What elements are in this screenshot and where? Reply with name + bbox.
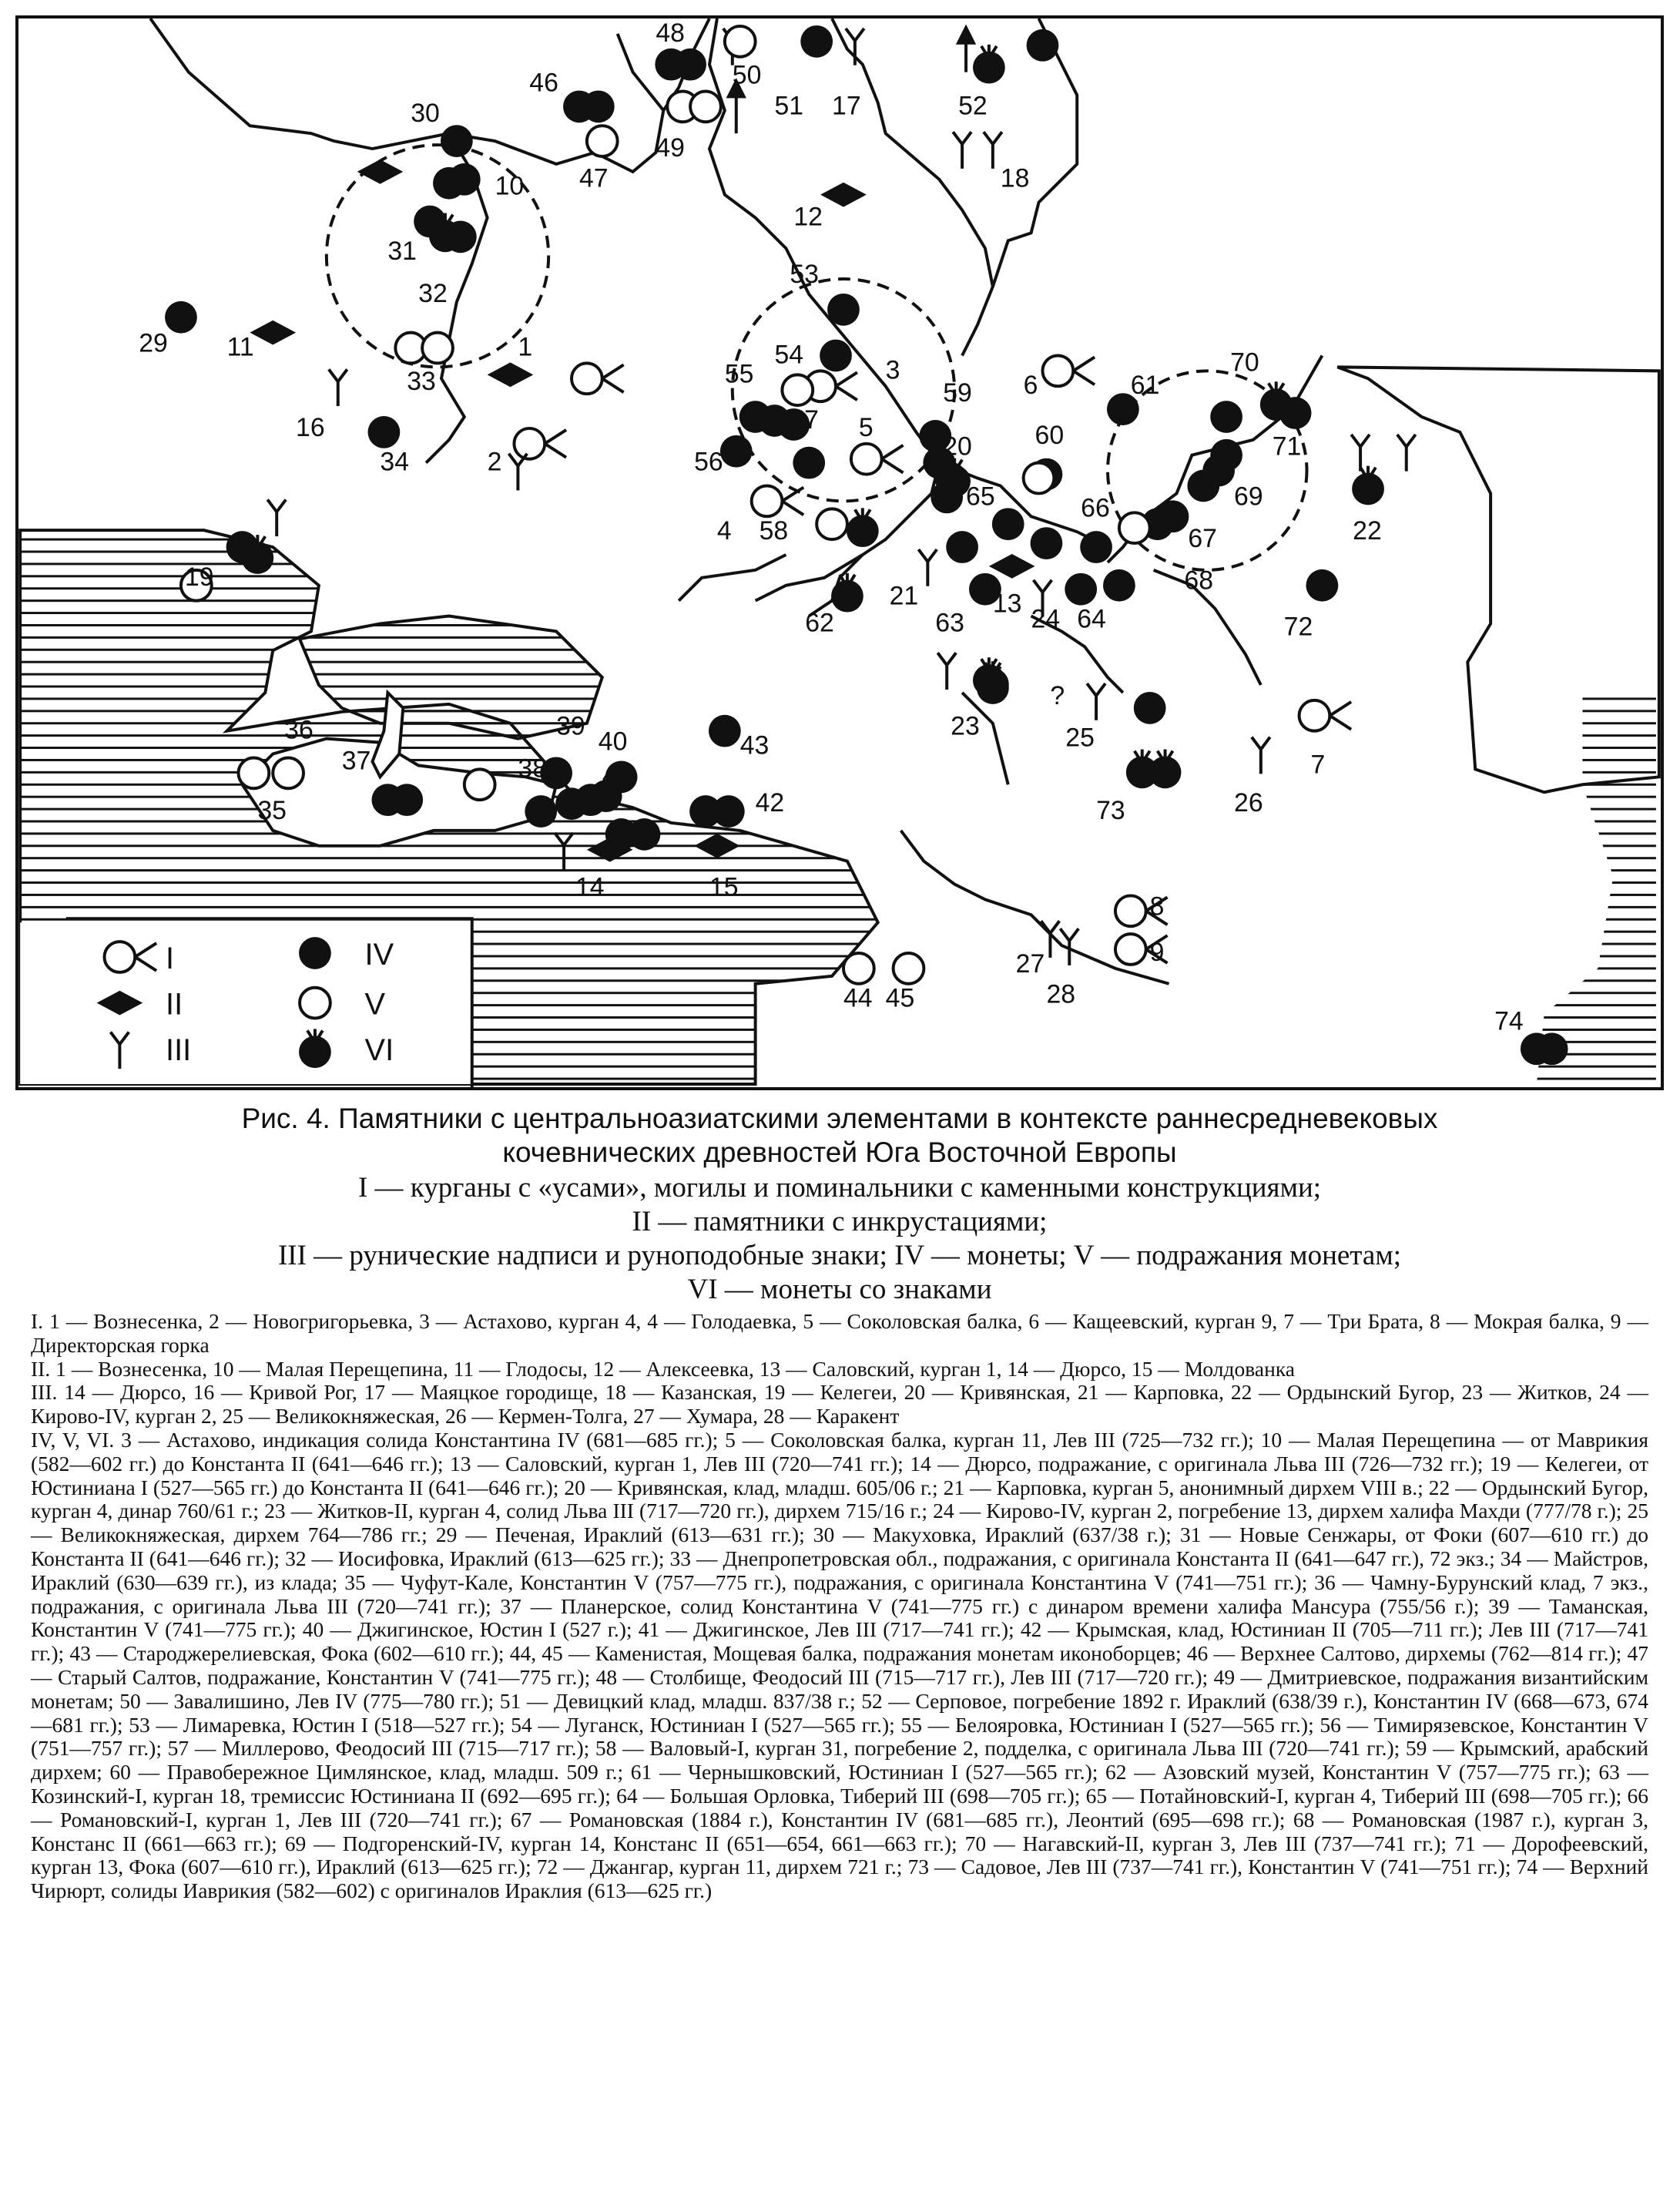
site-label-8: 8 <box>1149 891 1165 922</box>
site-label-47: 47 <box>578 163 609 193</box>
figure-title-line-2: кочевнических древностей Юга Восточной Европы <box>502 1136 1177 1168</box>
site-label-51: 51 <box>774 91 804 121</box>
site-label-66: 66 <box>1081 493 1110 523</box>
site-label-43: 43 <box>739 730 770 760</box>
legend-label-6: VI <box>364 1033 394 1068</box>
site-label-71: 71 <box>1272 431 1302 462</box>
site-label-62: 62 <box>805 608 834 638</box>
site-label-55: 55 <box>724 359 754 389</box>
site-label-1: 1 <box>518 332 533 362</box>
site-label-70: 70 <box>1230 347 1259 378</box>
site-label-42: 42 <box>755 788 785 818</box>
site-label-46: 46 <box>529 68 558 98</box>
site-label-33: 33 <box>407 367 436 397</box>
site-label-50: 50 <box>732 60 762 90</box>
catalog-section-III: III. 14 — Дюрсо, 16 — Кривой Рог, 17 — Маяцкое городище, 18 — Казанская, 19 — Келегеи, 20 — Кривянская, 21 — Карповка, 22 — Ордынский Бугор, 23 — Житков, 24 — Кирово-IV, курган 2, 25 — Великокняжеская, 26 — Кермен-Толга, 27 — Хумара, 28 — Каракент <box>31 1380 1648 1429</box>
site-label-26: 26 <box>1234 788 1263 818</box>
site-label-31: 31 <box>387 237 417 267</box>
legend-label-1: I <box>166 941 175 975</box>
site-label-2: 2 <box>487 447 502 477</box>
catalog-section-II: II. 1 — Вознесенка, 10 — Малая Перещепина, 11 — Глодосы, 12 — Алексеевка, 13 — Саловский, курган 1, 14 — Дюрсо, 15 — Молдованка <box>31 1356 1295 1381</box>
legend-label-5: V <box>364 987 386 1022</box>
site-label-7: 7 <box>1310 750 1326 780</box>
site-label-38: 38 <box>518 754 548 784</box>
site-label-19: 19 <box>184 562 214 592</box>
site-label-35: 35 <box>257 796 287 826</box>
caspian-sea <box>1337 367 1659 1084</box>
site-label-74: 74 <box>1494 1006 1524 1036</box>
site-label-5: 5 <box>858 412 874 442</box>
site-label-24: 24 <box>1031 604 1061 634</box>
site-label-41: 41 <box>602 761 632 791</box>
legend-line-1: I — курганы с «усами», могилы и поминальники с каменными конструкциями; <box>357 1172 1322 1204</box>
site-label-57: 57 <box>790 405 819 435</box>
site-label-28: 28 <box>1046 979 1076 1009</box>
site-label-52: 52 <box>958 91 988 121</box>
site-label-39: 39 <box>556 711 585 741</box>
site-label-72: 72 <box>1283 612 1313 642</box>
catalog-section-I: I. 1 — Вознесенка, 2 — Новогригорьевка, 3 — Астахово, курган 4, 4 — Голодаевка, 5 — Соколовская балка, 6 — Кащеевский, курган 9, 7 — Три Брата, 8 — Мокрая балка, 9 — Директорская горка <box>31 1309 1648 1357</box>
legend-label-4: IV <box>364 937 394 972</box>
site-label-32: 32 <box>418 278 448 308</box>
site-label-6: 6 <box>1023 371 1038 401</box>
site-label-13: 13 <box>992 589 1022 619</box>
site-label-68: 68 <box>1184 566 1214 596</box>
site-label-48: 48 <box>656 18 685 48</box>
map <box>18 18 1661 1087</box>
legend-description <box>31 1171 1648 1307</box>
site-label-25: 25 <box>1065 723 1095 753</box>
site-label-65: 65 <box>966 482 995 512</box>
site-label-9: 9 <box>1149 937 1165 967</box>
figure-title-line-1: Рис. 4. Памятники с центральноазиатскими элементами в контексте раннесредневековых <box>241 1103 1438 1134</box>
site-label-22: 22 <box>1353 516 1382 546</box>
site-label-40: 40 <box>598 727 628 757</box>
site-label-23: 23 <box>951 711 980 741</box>
map-frame <box>15 15 1664 1090</box>
legend-label-3: III <box>166 1033 192 1068</box>
figure-caption <box>31 1102 1648 1170</box>
site-label-4: 4 <box>716 516 732 546</box>
site-label-45: 45 <box>885 983 915 1013</box>
site-label-18: 18 <box>1000 163 1030 193</box>
legend-line-4: VI — монеты со знаками <box>687 1274 992 1305</box>
site-label-30: 30 <box>411 99 440 129</box>
site-label-3: 3 <box>885 355 900 385</box>
site-label-16: 16 <box>296 412 325 442</box>
site-label-15: 15 <box>709 872 739 902</box>
site-label-73: 73 <box>1096 796 1125 826</box>
site-label-17: 17 <box>832 91 861 121</box>
site-label-58: 58 <box>759 516 789 546</box>
site-label-11: 11 <box>226 332 254 362</box>
site-label-20: 20 <box>943 431 972 462</box>
site-label-36: 36 <box>284 715 314 745</box>
question-mark-label: ? <box>1050 680 1065 710</box>
legend-line-2: II — памятники с инкрустациями; <box>632 1206 1048 1237</box>
site-label-61: 61 <box>1130 371 1160 401</box>
site-label-37: 37 <box>341 746 371 776</box>
site-label-67: 67 <box>1188 524 1217 554</box>
legend-line-3: III — рунические надписи и руноподобные знаки; IV — монеты; V — подражания монетам; <box>277 1240 1402 1271</box>
site-label-12: 12 <box>793 202 823 232</box>
site-label-27: 27 <box>1015 948 1045 979</box>
site-label-14: 14 <box>575 872 605 902</box>
site-label-60: 60 <box>1034 420 1065 450</box>
catalog-section-IV-VI: IV, V, VI. 3 — Астахово, индикация солида Константина IV (681—685 гг.); 5 — Соколовская балка, курган 11, Лев III (725—732 гг.); 10 — Малая Перещепина — от Маврикия (582—602 гг.) до Константа II (641—646 гг.); 13 — Саловский, курган 1, Лев III (720—741 гг.); 14 — Дюрсо, подражание, с оригинала Льва III (726—732 гг.); 19 — Келегеи, от Юстиниана I (527—565 гг.) до Константа II (641—646 гг.); 20 — Кривянская, клад, младш. 605/06 г.; 21 — Карповка, курган 5, анонимный дирхем VIII в.; 22 — Ордынский Бугор, курган 4, динар 760/61 г.; 23 — Житков-II, курган 4, солид Льва III (717—720 гг.), дирхем 715/16 г.; 24 — Кирово-IV, курган 2, погребение 13, дирхем халифа Махди (777/78 г.); 25 — Великокняжеская, дирхем 764—786 гг.; 29 — Печеная, Ираклий (613—631 гг.); 30 — Макуховка, Ираклий (637/38 г.); 31 — Новые Сенжары, от Фоки (607—610 гг.) до Константа II (641—646 гг.); 32 — Иосифовка, Ираклий (613—625 гг.); 33 — Днепропетровская обл., подражания, с оригинала Константа II (641—647 гг.), 72 экз.; 34 — Майстров, Ираклий (630—639 гг.), из клада; 35 — Чуфут-Кале, Константин V (757—775 гг.), подражания, с оригинала Константина V (741—751 гг.); 36 — Чамну-Бурунский клад, 7 экз., подражания, с оригинала Льва III (720—741 гг.); 37 — Планерское, солид Константина V (741—775 гг.) с динаром времени халифа Мансура (755/56 г.); 39 — Таманская, Константин V (741—775 гг.); 40 — Джигинское, Юстин I (527 г.); 41 — Джигинское, Лев III (717—741 гг.); 42 — Крымская, клад, Юстиниан II (705—711 гг.); Лев III (717—741 гг.); 43 — Староджерелиевская, Фока (602—610 гг.); 44, 45 — Каменистая, Мощевая балка, подражания монетам иконоборцев; 46 — Верхнее Салтово, дирхемы (762—814 гг.); 47 — Старый Салтов, подражание, Константин V (741—775 гг.); 48 — Столбище, Феодосий III (715—717 гг.), Лев III (717—720 гг.); 49 — Дмитриевское, подражания византийским монетам; 50 — Завалишино, Лев IV (775—780 гг.); 51 — Девицкий клад, младш. 837/38 г.; 52 — Серповое, погребение 1892 г. Ираклий (638/39 г.), Константин IV (668—673, 674—681 гг.); 53 — Лимаревка, Юстин I (518—527 гг.); 54 — Луганск, Юстиниан I (527—565 гг.); 55 — Белояровка, Юстиниан I (527—565 гг.); 56 — Тимирязевское, Константин V (751—757 гг.); 57 — Миллерово, Феодосий III (715—717 гг.); 58 — Валовый-I, курган 31, погребение 2, подделка, с оригинала Льва III (720—741 гг.); 59 — Крымский, арабский дирхем; 60 — Правобережное Цимлянское, клад, младш. 509 г.; 61 — Чернышковский, Юстиниан I (527—565 гг.); 62 — Азовский музей, Константин V (757—775 гг.); 63 — Козинский-I, курган 18, тремиссис Юстиниана II (692—695 гг.); 64 — Большая Орловка, Тиберий III (698—705 гг.); 65 — Потайновский-I, курган 4, Тиберий III (698—705 гг.); 66 — Романовский-I, курган 1, Лев III (720—741 гг.); 67 — Романовская (1884 г.), Константин IV (681—685 гг.), Леонтий (695—698 гг.); 68 — Романовская (1987 г.), курган 3, Констанс II (661—663 гг.); 69 — Подгоренский-IV, курган 14, Констанс II (651—654, 661—663 гг.); 70 — Нагавский-II, курган 3, Лев III (737—741 гг.); 71 — Дорофеевский, курган 13, Фока (607—610 гг.), Ираклий (613—625 гг.); 72 — Джангар, курган 11, дирхем 721 г.; 73 — Садовое, Лев III (737—741 гг.), Константин V (741—751 гг.); 74 — Верхний Чирюрт, солиды Иаврикия (582—602) с оригиналов Ираклия (613—625 гг.) <box>31 1427 1648 1903</box>
site-label-56: 56 <box>694 447 723 477</box>
legend-label-2: II <box>166 987 183 1022</box>
site-label-54: 54 <box>774 340 804 370</box>
site-label-64: 64 <box>1077 604 1106 634</box>
site-label-69: 69 <box>1234 482 1263 512</box>
site-label-29: 29 <box>139 328 168 358</box>
site-label-21: 21 <box>889 581 919 611</box>
site-label-34: 34 <box>380 447 410 477</box>
site-label-63: 63 <box>935 608 964 638</box>
site-label-53: 53 <box>790 260 819 290</box>
site-label-10: 10 <box>495 171 525 201</box>
site-label-49: 49 <box>656 133 685 163</box>
site-label-59: 59 <box>943 378 972 408</box>
site-label-44: 44 <box>843 983 873 1013</box>
site-catalog <box>31 1310 1648 1903</box>
